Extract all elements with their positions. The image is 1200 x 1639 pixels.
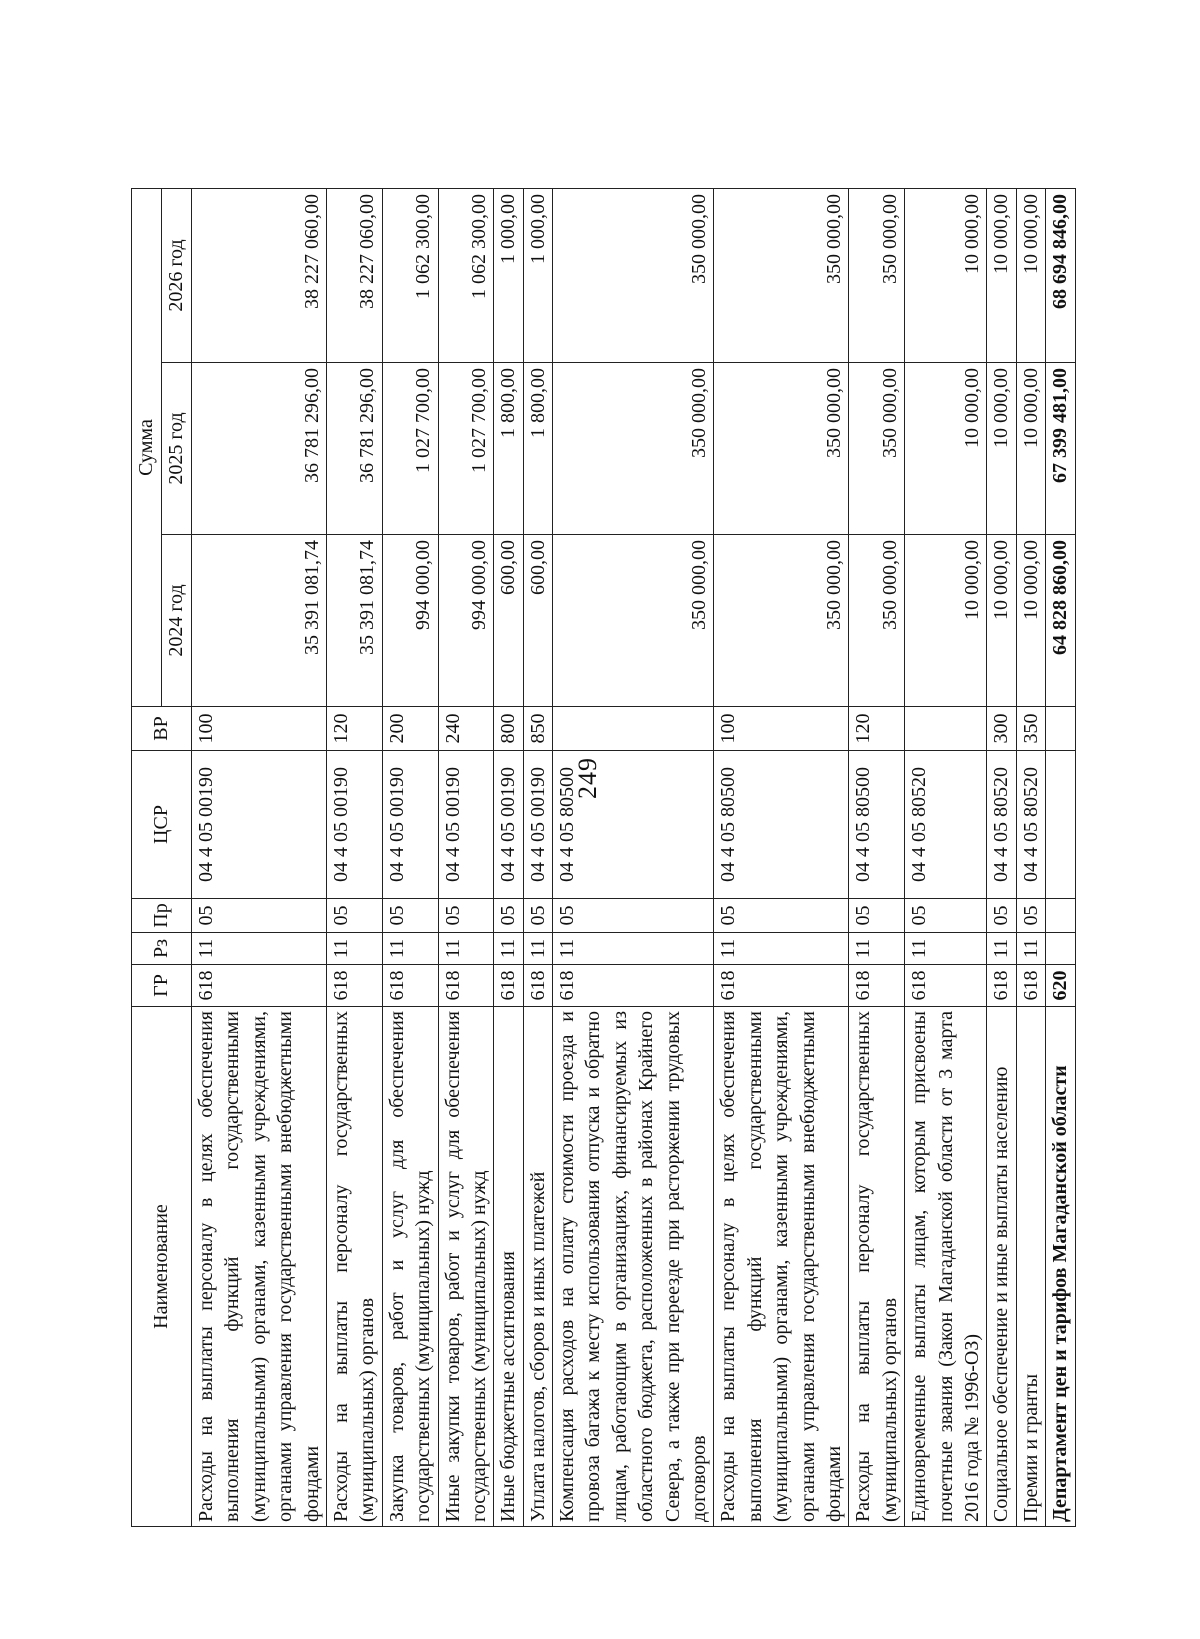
row-amount-2024: 35 391 081,74	[192, 535, 327, 707]
row-amount-2025: 350 000,00	[714, 363, 849, 535]
row-pr: 05	[905, 899, 987, 933]
row-amount-2026: 350 000,00	[849, 188, 905, 362]
row-gr: 618	[1016, 965, 1045, 1007]
row-csr: 04 4 05 80500	[714, 751, 849, 899]
header-2025: 2025 год	[162, 363, 192, 535]
row-pr: 05	[849, 899, 905, 933]
table-row	[1016, 188, 1045, 1526]
table-row	[494, 188, 523, 1526]
row-vr: 350	[1016, 707, 1045, 751]
row-gr: 618	[523, 965, 552, 1007]
row-vr: 850	[523, 707, 552, 751]
header-2024: 2024 год	[162, 535, 192, 707]
row-amount-2024: 994 000,00	[438, 535, 494, 707]
row-amount-2024: 10 000,00	[987, 535, 1016, 707]
total-name: Департамент цен и тарифов Магаданской области	[1046, 1007, 1075, 1527]
total-vr	[1046, 707, 1075, 751]
row-vr	[553, 707, 714, 751]
row-amount-2026: 1 062 300,00	[382, 188, 438, 362]
row-vr: 120	[326, 707, 382, 751]
row-amount-2025: 36 781 296,00	[192, 363, 327, 535]
row-amount-2024: 350 000,00	[553, 535, 714, 707]
row-amount-2025: 1 800,00	[494, 363, 523, 535]
row-amount-2026: 1 000,00	[523, 188, 552, 362]
row-csr: 04 4 05 00190	[382, 751, 438, 899]
row-vr: 300	[987, 707, 1016, 751]
row-rz: 11	[326, 933, 382, 965]
row-amount-2024: 600,00	[523, 535, 552, 707]
budget-table-container	[131, 189, 1072, 1527]
row-csr: 04 4 05 80520	[1016, 751, 1045, 899]
row-amount-2025: 1 027 700,00	[438, 363, 494, 535]
row-csr: 04 4 05 80520	[905, 751, 987, 899]
row-amount-2025: 350 000,00	[553, 363, 714, 535]
row-gr: 618	[849, 965, 905, 1007]
total-pr	[1046, 899, 1075, 933]
total-amount-2026: 68 694 846,00	[1046, 188, 1075, 362]
table-row	[553, 188, 714, 1526]
row-amount-2025: 10 000,00	[1016, 363, 1045, 535]
table-row	[905, 188, 987, 1526]
row-amount-2024: 35 391 081,74	[326, 535, 382, 707]
row-name: Закупка товаров, работ и услуг для обеспечения государственных (муниципальных) нужд	[382, 1007, 438, 1527]
row-pr: 05	[553, 899, 714, 933]
row-rz: 11	[987, 933, 1016, 965]
row-name: Расходы на выплаты персоналу государственных (муниципальных) органов	[326, 1007, 382, 1527]
row-rz: 11	[1016, 933, 1045, 965]
row-gr: 618	[382, 965, 438, 1007]
row-name: Иные бюджетные ассигнования	[494, 1007, 523, 1527]
row-amount-2025: 350 000,00	[849, 363, 905, 535]
row-amount-2026: 350 000,00	[553, 188, 714, 362]
table-row	[714, 188, 849, 1526]
row-csr: 04 4 05 00190	[523, 751, 552, 899]
row-vr	[905, 707, 987, 751]
row-gr: 618	[192, 965, 327, 1007]
row-gr: 618	[326, 965, 382, 1007]
header-gr: ГР	[132, 965, 192, 1007]
row-rz: 11	[849, 933, 905, 965]
row-amount-2024: 350 000,00	[714, 535, 849, 707]
header-name: Наименование	[132, 1007, 192, 1527]
row-vr: 240	[438, 707, 494, 751]
row-rz: 11	[905, 933, 987, 965]
row-amount-2025: 10 000,00	[905, 363, 987, 535]
table-row	[438, 188, 494, 1526]
row-gr: 618	[987, 965, 1016, 1007]
row-amount-2025: 1 800,00	[523, 363, 552, 535]
row-amount-2024: 10 000,00	[1016, 535, 1045, 707]
total-amount-2024: 64 828 860,00	[1046, 535, 1075, 707]
row-name: Социальное обеспечение и иные выплаты населению	[987, 1007, 1016, 1527]
row-amount-2025: 36 781 296,00	[326, 363, 382, 535]
row-pr: 05	[438, 899, 494, 933]
table-row	[987, 188, 1016, 1526]
row-rz: 11	[382, 933, 438, 965]
header-2026: 2026 год	[162, 188, 192, 362]
row-amount-2025: 1 027 700,00	[382, 363, 438, 535]
row-name: Расходы на выплаты персоналу государственных (муниципальных) органов	[849, 1007, 905, 1527]
row-amount-2026: 10 000,00	[905, 188, 987, 362]
table-row	[523, 188, 552, 1526]
row-vr: 120	[849, 707, 905, 751]
row-csr: 04 4 05 80520	[987, 751, 1016, 899]
budget-table	[131, 188, 1076, 1527]
row-pr: 05	[523, 899, 552, 933]
page-number: 249	[573, 757, 602, 799]
row-rz: 11	[494, 933, 523, 965]
row-csr: 04 4 05 80500	[553, 751, 714, 899]
row-amount-2024: 994 000,00	[382, 535, 438, 707]
table-row	[382, 188, 438, 1526]
row-name: Единовременные выплаты лицам, которым присвоены почетные звания (Закон Магаданской области от 3 марта 2016 года № 1996-ОЗ)	[905, 1007, 987, 1527]
row-gr: 618	[494, 965, 523, 1007]
row-pr: 05	[1016, 899, 1045, 933]
total-amount-2025: 67 399 481,00	[1046, 363, 1075, 535]
row-amount-2024: 350 000,00	[849, 535, 905, 707]
header-sum: Сумма	[132, 188, 162, 706]
header-csr: ЦСР	[132, 751, 192, 899]
row-amount-2026: 1 000,00	[494, 188, 523, 362]
total-csr	[1046, 751, 1075, 899]
table-body	[192, 188, 1076, 1526]
row-pr: 05	[192, 899, 327, 933]
row-amount-2024: 10 000,00	[905, 535, 987, 707]
row-rz: 11	[438, 933, 494, 965]
table-row	[849, 188, 905, 1526]
row-rz: 11	[714, 933, 849, 965]
row-vr: 200	[382, 707, 438, 751]
row-name: Уплата налогов, сборов и иных платежей	[523, 1007, 552, 1527]
row-rz: 11	[553, 933, 714, 965]
row-amount-2025: 10 000,00	[987, 363, 1016, 535]
row-csr: 04 4 05 80500	[849, 751, 905, 899]
row-name: Расходы на выплаты персоналу в целях обеспечения выполнения функций государственными (муниципальными) органами, казенными учреждениями, органами управления государственными внебюджетными фондами	[192, 1007, 327, 1527]
total-row	[1046, 188, 1075, 1526]
row-amount-2026: 350 000,00	[714, 188, 849, 362]
row-csr: 04 4 05 00190	[494, 751, 523, 899]
table-row	[192, 188, 327, 1526]
total-gr: 620	[1046, 965, 1075, 1007]
row-name: Компенсация расходов на оплату стоимости проезда и провоза багажа к месту использования отпуска и обратно лицам, работающим в организациях, финансируемых из областного бюджета, расположенных в районах Крайнего Севера, а также при переезде при расторжении трудовых договоров	[553, 1007, 714, 1527]
row-vr: 800	[494, 707, 523, 751]
row-amount-2026: 10 000,00	[1016, 188, 1045, 362]
row-pr: 05	[714, 899, 849, 933]
row-csr: 04 4 05 00190	[438, 751, 494, 899]
row-gr: 618	[438, 965, 494, 1007]
header-rz: Рз	[132, 933, 192, 965]
row-amount-2026: 1 062 300,00	[438, 188, 494, 362]
row-name: Расходы на выплаты персоналу в целях обеспечения выполнения функций государственными (муниципальными) органами, казенными учреждениями, органами управления государственными внебюджетными фондами	[714, 1007, 849, 1527]
row-rz: 11	[523, 933, 552, 965]
total-rz	[1046, 933, 1075, 965]
row-rz: 11	[192, 933, 327, 965]
row-amount-2026: 10 000,00	[987, 188, 1016, 362]
row-pr: 05	[382, 899, 438, 933]
row-amount-2024: 600,00	[494, 535, 523, 707]
row-gr: 618	[553, 965, 714, 1007]
row-amount-2026: 38 227 060,00	[192, 188, 327, 362]
row-name: Иные закупки товаров, работ и услуг для обеспечения государственных (муниципальных) нужд	[438, 1007, 494, 1527]
row-pr: 05	[326, 899, 382, 933]
row-pr: 05	[494, 899, 523, 933]
header-pr: Пр	[132, 899, 192, 933]
row-gr: 618	[714, 965, 849, 1007]
row-gr: 618	[905, 965, 987, 1007]
table-row	[326, 188, 382, 1526]
row-pr: 05	[987, 899, 1016, 933]
header-vr: ВР	[132, 707, 192, 751]
row-amount-2026: 38 227 060,00	[326, 188, 382, 362]
row-csr: 04 4 05 00190	[326, 751, 382, 899]
row-vr: 100	[192, 707, 327, 751]
row-name: Премии и гранты	[1016, 1007, 1045, 1527]
row-vr: 100	[714, 707, 849, 751]
row-csr: 04 4 05 00190	[192, 751, 327, 899]
